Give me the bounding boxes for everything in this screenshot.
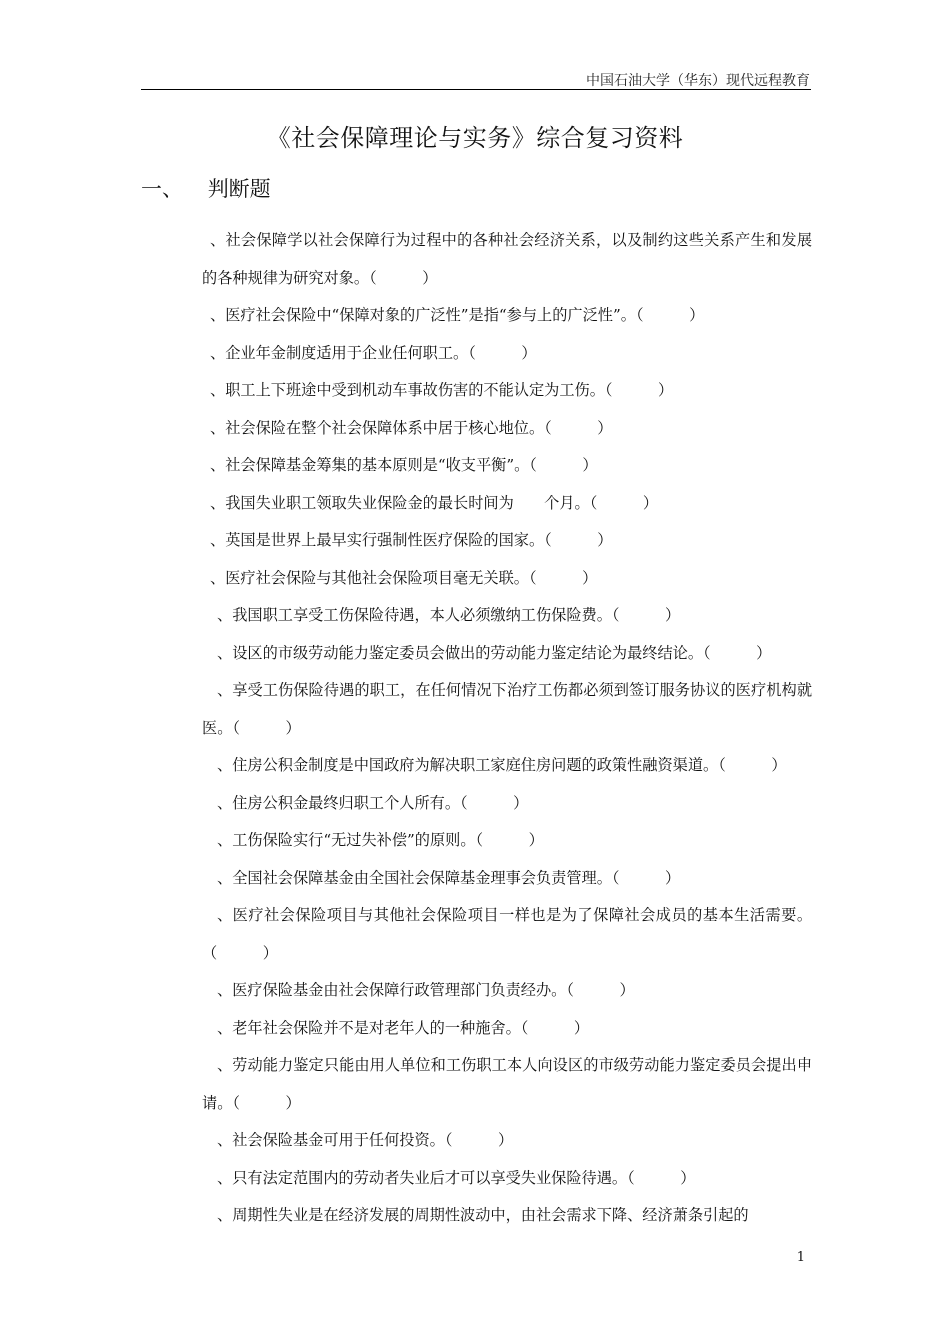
question-item: 、企业年金制度适用于企业任何职工。（ ） bbox=[210, 343, 537, 362]
question-item: 、社会保障学以社会保障行为过程中的各种社会经济关系，以及制约这些关系产生和发展的各种规律为研究对象。（ ） bbox=[202, 231, 812, 287]
question-item: 、老年社会保险并不是对老年人的一种施舍。（ ） bbox=[217, 1018, 590, 1037]
question-item: 、周期性失业是在经济发展的周期性波动中，由社会需求下降、经济萧条引起的 bbox=[217, 1206, 749, 1224]
question-item: 、设区的市级劳动能力鉴定委员会做出的劳动能力鉴定结论为最终结论。（ ） bbox=[217, 643, 772, 662]
question-item: 、住房公积金制度是中国政府为解决职工家庭住房问题的政策性融资渠道。（ ） bbox=[217, 756, 787, 774]
header-institution: 中国石油大学（华东）现代远程教育 bbox=[586, 73, 810, 89]
question-item: 、社会保险在整个社会保障体系中居于核心地位。（ ） bbox=[210, 418, 613, 437]
question-item: 、社会保障基金筹集的基本原则是“收支平衡”。（ ） bbox=[210, 456, 598, 474]
question-item: 、医疗社会保险项目与其他社会保险项目一样也是为了保障社会成员的基本生活需要。（ ） bbox=[202, 906, 812, 962]
section-label: 判断题 bbox=[207, 177, 271, 201]
question-item: 、医疗社会保险与其他社会保险项目毫无关联。（ ） bbox=[210, 568, 598, 587]
question-item: 、医疗社会保险中“保障对象的广泛性”是指“参与上的广泛性”。（ ） bbox=[210, 306, 705, 324]
question-item: 、我国职工享受工伤保险待遇，本人必须缴纳工伤保险费。（ ） bbox=[217, 606, 681, 624]
page-number: 1 bbox=[796, 1250, 805, 1265]
section-heading bbox=[141, 173, 271, 203]
question-item: 、只有法定范围内的劳动者失业后才可以享受失业保险待遇。（ ） bbox=[217, 1168, 696, 1187]
question-item: 、享受工伤保险待遇的职工，在任何情况下治疗工伤都必须到签订服务协议的医疗机构就医。（ ） bbox=[202, 681, 812, 737]
question-item: 、工伤保险实行“无过失补偿”的原则。（ ） bbox=[217, 831, 544, 849]
question-item: 、英国是世界上最早实行强制性医疗保险的国家。（ ） bbox=[210, 531, 613, 549]
document-title: 《社会保障理论与实务》综合复习资料 bbox=[266, 124, 684, 152]
question-item: 、住房公积金最终归职工个人所有。（ ） bbox=[217, 793, 529, 812]
question-item: 、全国社会保障基金由全国社会保障基金理事会负责管理。（ ） bbox=[217, 868, 681, 887]
question-item: 、职工上下班途中受到机动车事故伤害的不能认定为工伤。（ ） bbox=[210, 381, 674, 399]
question-item: 、劳动能力鉴定只能由用人单位和工伤职工本人向设区的市级劳动能力鉴定委员会提出申请。（ ） bbox=[202, 1056, 812, 1112]
section-number: 一、 bbox=[141, 177, 183, 201]
question-item: 、我国失业职工领取失业保险金的最长时间为 个月。（ ） bbox=[210, 493, 659, 512]
header-rule bbox=[141, 89, 811, 90]
question-item: 、社会保险基金可用于任何投资。（ ） bbox=[217, 1131, 514, 1149]
question-item: 、医疗保险基金由社会保障行政管理部门负责经办。（ ） bbox=[217, 981, 635, 999]
question-list bbox=[202, 222, 812, 1235]
